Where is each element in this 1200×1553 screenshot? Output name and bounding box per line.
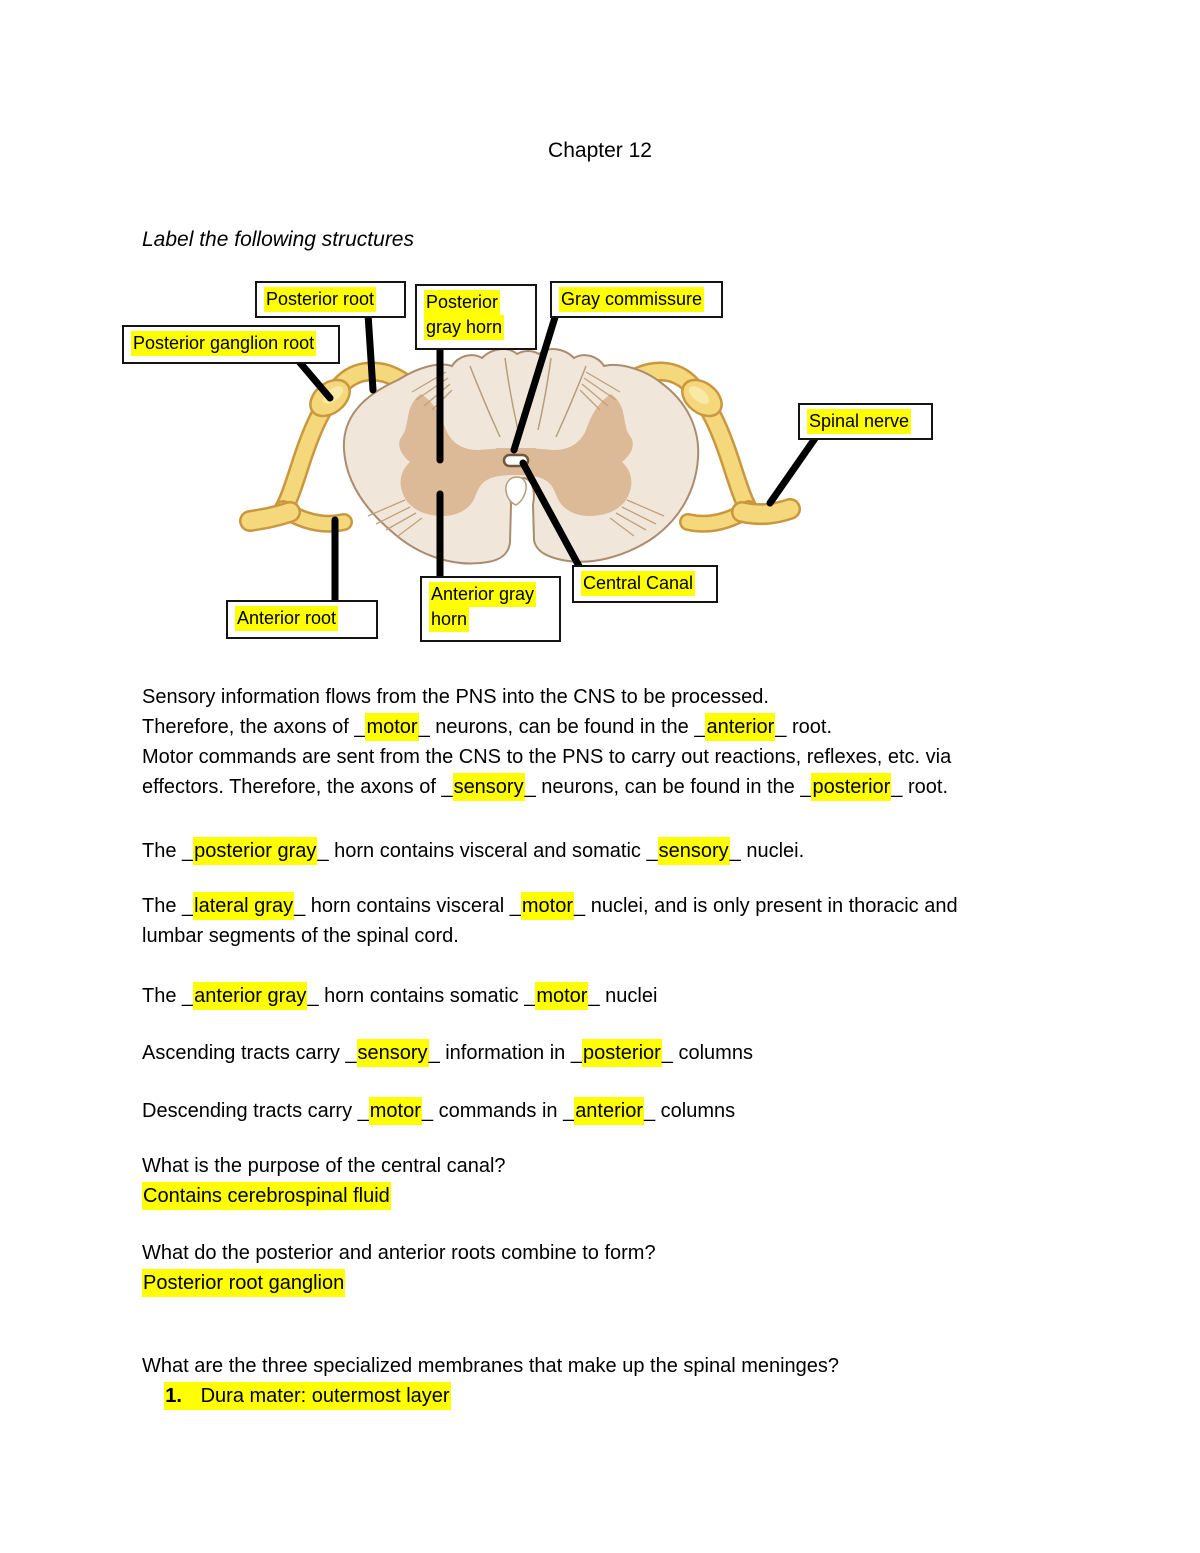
label-text: Posterior bbox=[424, 290, 500, 315]
plain-text: _ neurons, can be found in the _ bbox=[524, 776, 812, 798]
label-posterior-gray-horn bbox=[415, 284, 537, 350]
plain-text: The _ bbox=[142, 840, 194, 862]
highlighted-text: anterior bbox=[574, 1097, 644, 1125]
paragraph-anterior-gray bbox=[142, 981, 657, 1011]
paragraph-descending bbox=[142, 1096, 735, 1126]
label-text: Posterior ganglion root bbox=[131, 331, 316, 356]
paragraph-intro bbox=[142, 682, 951, 802]
paragraph-ascending bbox=[142, 1038, 753, 1068]
highlighted-text: anterior gray bbox=[193, 982, 307, 1010]
paragraph-q-central-canal bbox=[142, 1151, 506, 1211]
highlighted-text: motor bbox=[369, 1097, 422, 1125]
paragraph-lateral-gray bbox=[142, 891, 958, 951]
text-line bbox=[142, 1381, 839, 1411]
plain-text: _ commands in _ bbox=[421, 1100, 575, 1122]
highlighted-text: motor bbox=[521, 892, 574, 920]
plain-text: _ horn contains visceral and somatic _ bbox=[317, 840, 658, 862]
label-text: Spinal nerve bbox=[807, 409, 911, 434]
text-line bbox=[142, 1181, 506, 1211]
highlighted-text: Posterior root ganglion bbox=[142, 1269, 345, 1297]
text-line bbox=[142, 1151, 506, 1181]
paragraph-q-roots bbox=[142, 1238, 656, 1298]
highlighted-text: sensory bbox=[658, 837, 730, 865]
plain-text: _ root. bbox=[891, 776, 948, 798]
plain-text: _ columns bbox=[661, 1042, 753, 1064]
label-anterior-root bbox=[226, 600, 378, 639]
plain-text: lumbar segments of the spinal cord. bbox=[142, 925, 459, 947]
highlighted-text: 1. bbox=[164, 1382, 183, 1410]
text-line bbox=[142, 891, 958, 921]
plain-text: _ nuclei, and is only present in thoracic and bbox=[574, 895, 958, 917]
label-text: Posterior root bbox=[264, 287, 376, 312]
label-posterior-ganglion-root bbox=[122, 325, 340, 364]
label-central-canal bbox=[572, 565, 718, 603]
leader-posterior-ganglion-root bbox=[296, 358, 330, 398]
text-line bbox=[142, 921, 958, 951]
highlighted-text: lateral gray bbox=[193, 892, 294, 920]
text-line bbox=[142, 1351, 839, 1381]
paragraph-q-meninges bbox=[142, 1351, 839, 1411]
plain-text: The _ bbox=[142, 895, 194, 917]
plain-text: effectors. Therefore, the axons of _ bbox=[142, 776, 453, 798]
text-line bbox=[142, 981, 657, 1011]
page-title: Chapter 12 bbox=[548, 139, 652, 162]
plain-text: Therefore, the axons of _ bbox=[142, 716, 366, 738]
highlighted-text: anterior bbox=[705, 713, 775, 741]
plain-text: Sensory information flows from the PNS into the CNS to be processed. bbox=[142, 686, 769, 708]
text-line bbox=[142, 836, 804, 866]
plain-text: What is the purpose of the central canal? bbox=[142, 1155, 506, 1177]
plain-text: _ horn contains somatic _ bbox=[307, 985, 536, 1007]
text-line bbox=[142, 682, 951, 712]
paragraph-posterior-gray bbox=[142, 836, 804, 866]
plain-text: The _ bbox=[142, 985, 194, 1007]
plain-text: What are the three specialized membranes that make up the spinal meninges? bbox=[142, 1355, 840, 1377]
leader-posterior-root bbox=[368, 314, 373, 390]
plain-text: _ nuclei bbox=[588, 985, 658, 1007]
text-line bbox=[142, 1268, 656, 1298]
text-line bbox=[142, 1038, 753, 1068]
plain-text: Ascending tracts carry _ bbox=[142, 1042, 357, 1064]
page-subtitle: Label the following structures bbox=[142, 228, 414, 251]
label-text: horn bbox=[429, 607, 469, 632]
plain-text bbox=[142, 1385, 164, 1407]
text-line bbox=[142, 772, 951, 802]
label-text: Anterior gray bbox=[429, 582, 536, 607]
highlighted-text: Contains cerebrospinal fluid bbox=[142, 1182, 391, 1210]
label-anterior-gray-horn bbox=[420, 576, 561, 642]
text-line bbox=[142, 742, 951, 772]
label-text: Gray commissure bbox=[559, 287, 704, 312]
plain-text: _ root. bbox=[775, 716, 832, 738]
plain-text: Motor commands are sent from the CNS to the PNS to carry out reactions, reflexes, etc. via bbox=[142, 746, 952, 768]
plain-text: _ nuclei. bbox=[729, 840, 805, 862]
label-posterior-root bbox=[255, 281, 406, 318]
highlighted-text: sensory bbox=[357, 1039, 429, 1067]
highlighted-text: motor bbox=[365, 713, 418, 741]
highlighted-text: posterior gray bbox=[193, 837, 317, 865]
label-spinal-nerve bbox=[798, 403, 933, 440]
plain-text: What do the posterior and anterior roots combine to form? bbox=[142, 1242, 656, 1264]
leader-spinal-nerve bbox=[770, 437, 816, 503]
highlighted-text: posterior bbox=[811, 773, 891, 801]
plain-text: _ neurons, can be found in the _ bbox=[418, 716, 706, 738]
text-line bbox=[142, 1238, 656, 1268]
highlighted-text: sensory bbox=[453, 773, 525, 801]
label-text: gray horn bbox=[424, 315, 504, 340]
highlighted-text: motor bbox=[535, 982, 588, 1010]
plain-text: _ columns bbox=[644, 1100, 736, 1122]
plain-text: _ information in _ bbox=[428, 1042, 582, 1064]
text-line bbox=[142, 712, 951, 742]
plain-text: Descending tracts carry _ bbox=[142, 1100, 369, 1122]
label-text: Anterior root bbox=[235, 606, 338, 631]
plain-text: _ horn contains visceral _ bbox=[294, 895, 521, 917]
label-text: Central Canal bbox=[581, 571, 695, 596]
highlighted-text: Dura mater: outermost layer bbox=[183, 1382, 451, 1410]
label-gray-commissure bbox=[550, 281, 723, 318]
highlighted-text: posterior bbox=[582, 1039, 662, 1067]
text-line bbox=[142, 1096, 735, 1126]
